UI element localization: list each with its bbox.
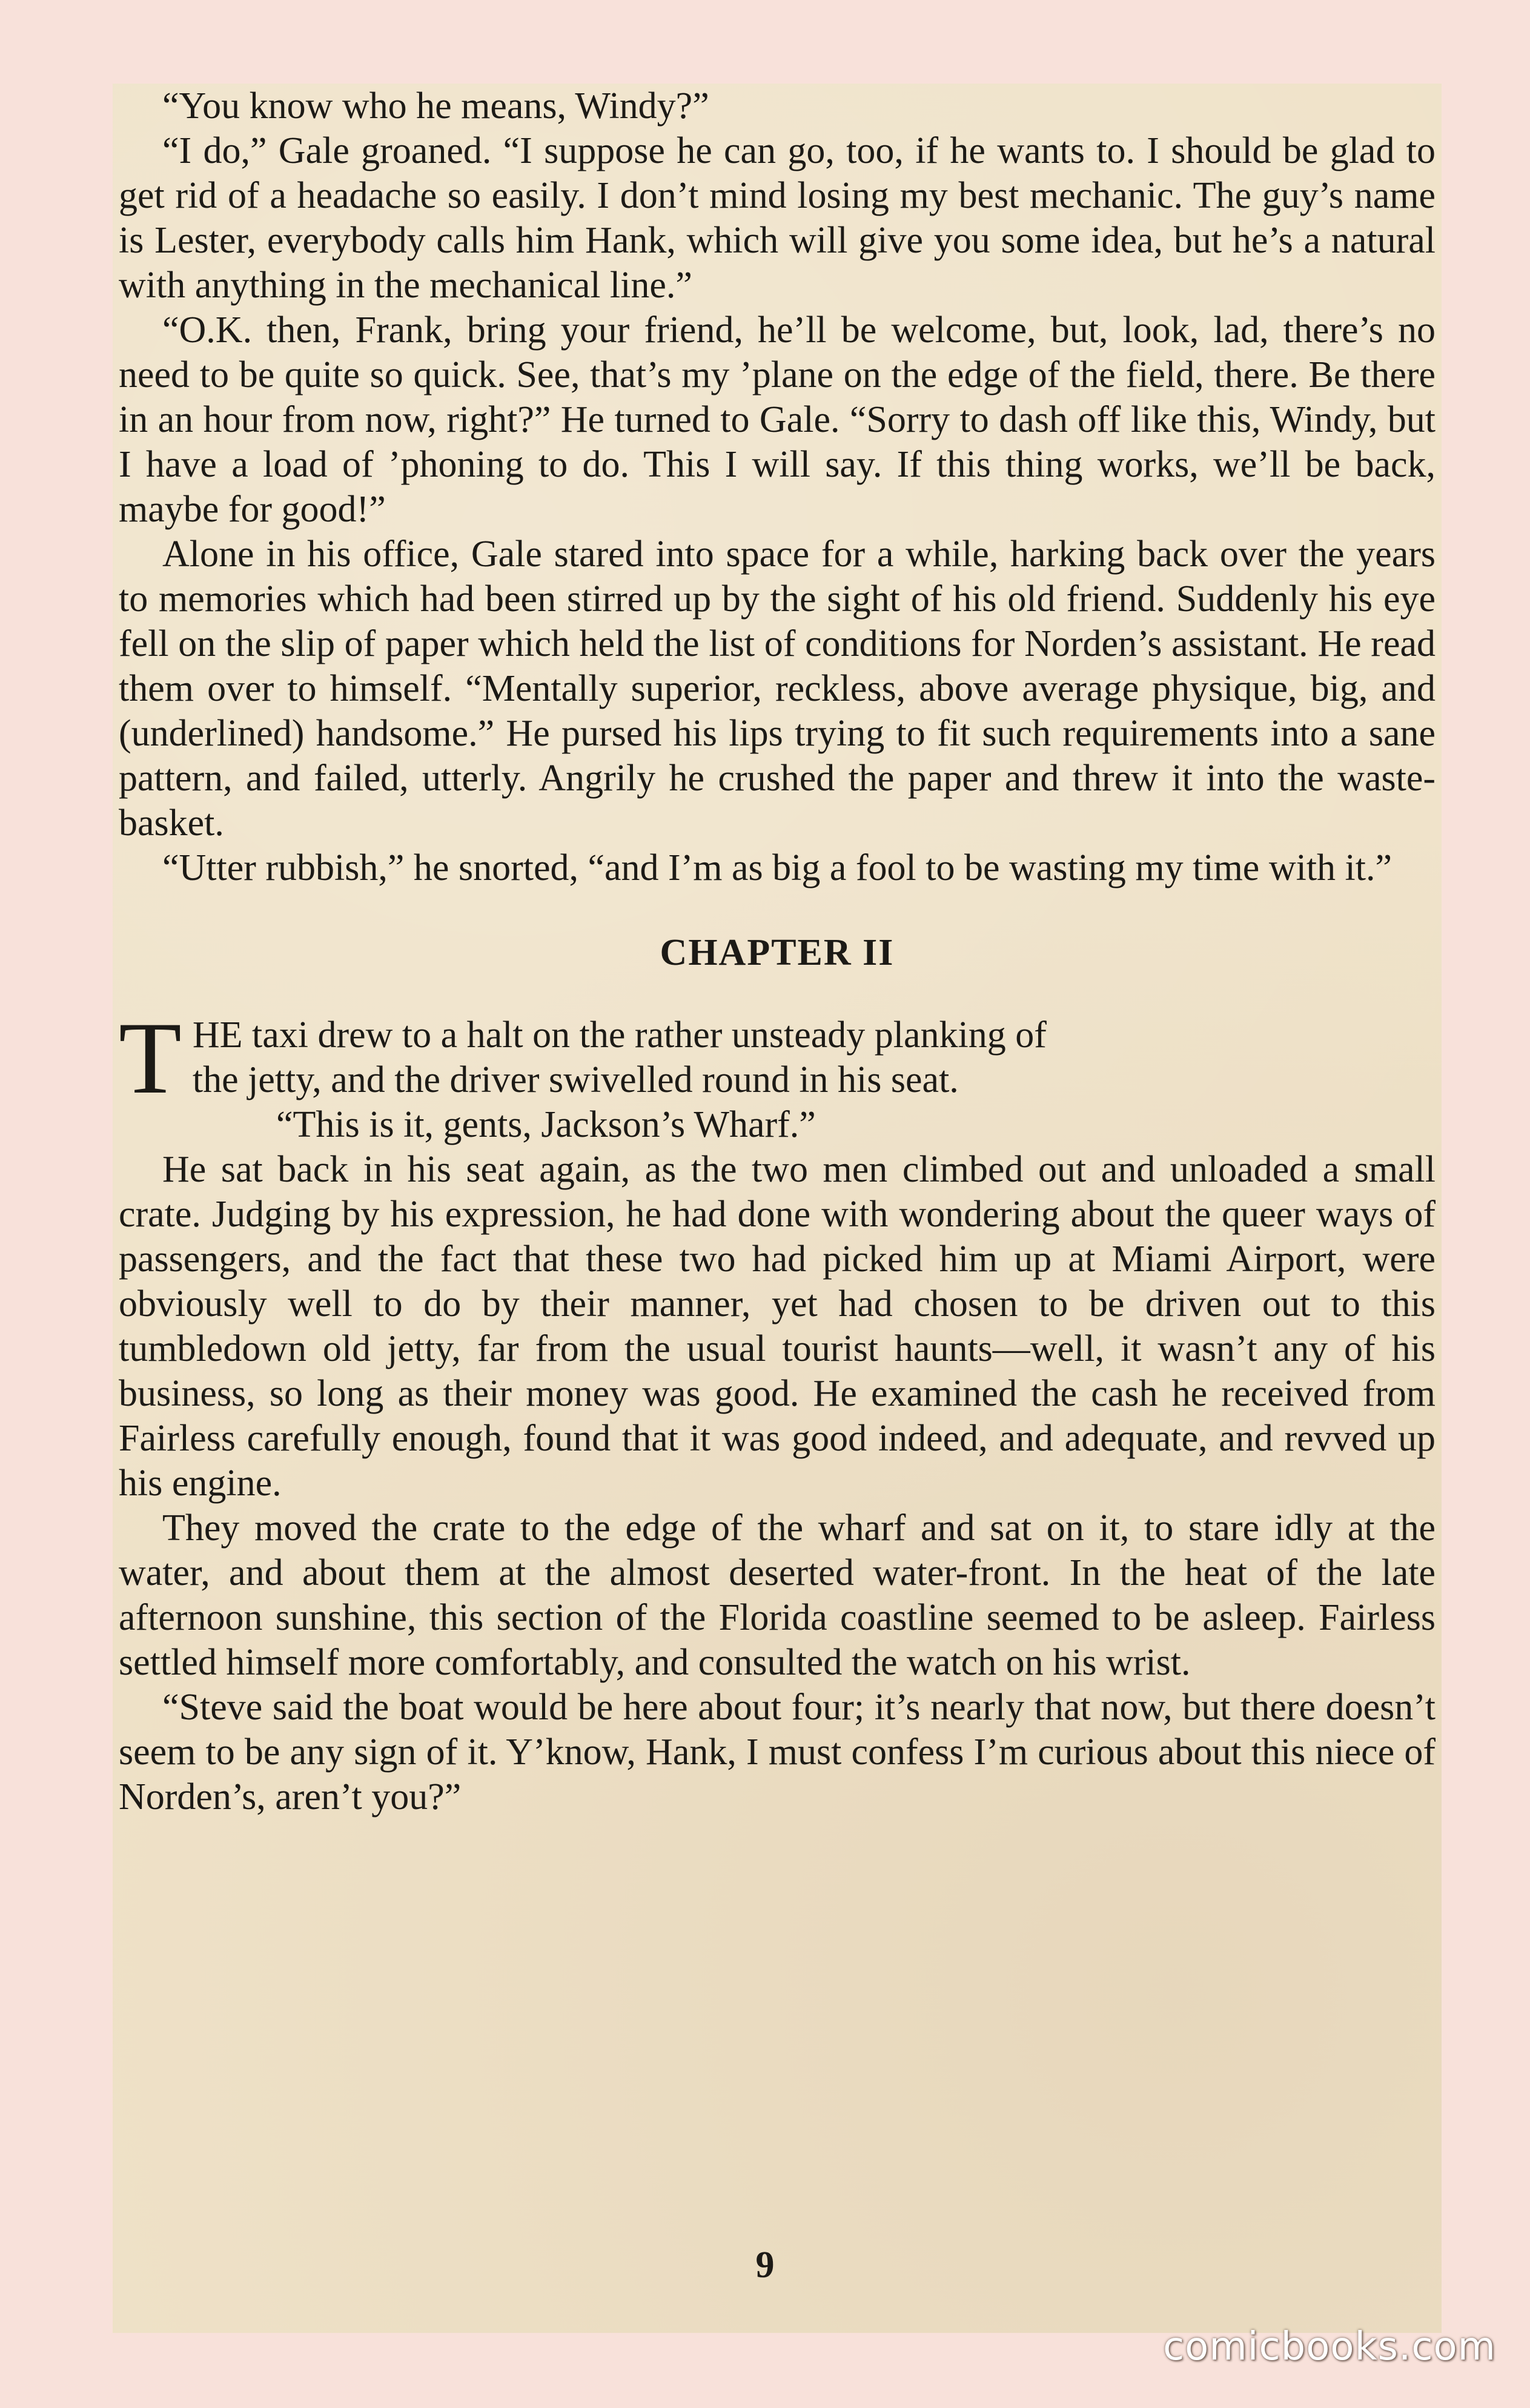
watermark: comicbooks.com: [1162, 2324, 1496, 2369]
paragraph: “I do,” Gale groaned. “I suppose he can go, too, if he wants to. I should be glad to get rid of a headache so easily. I don’t mind losing my best mechanic. The guy’s name is Lester, everybody calls him Hank, which will give you some idea, but he’s a natural with anything in the mechanical line.”: [119, 130, 1436, 306]
paragraph: They moved the crate to the edge of the wharf and sat on it, to stare idly at the water, and about them at the almost deserted water-front. In the heat of the late afternoon sunshine, this section of the Florida coastline seemed to be asleep. Fairless settled himself more comfortably, and consulted the watch on his wrist.: [119, 1507, 1436, 1683]
opening-line: HE taxi drew to a halt on the rather unsteady planking of: [192, 1014, 1047, 1056]
paragraph: He sat back in his seat again, as the two men climbed out and unloaded a small crate. Judging by his expression, he had done with wondering about the queer ways of passengers, and the fact that these two had picked him up at Miami Airport, were obviously well to do by their manner, yet had chosen to be driven out to this tumbledown old jetty, far from the usual tourist haunts—well, it wasn’t any of his business, so long as their money was good. He examined the cash he received from Fairless carefully enough, found that it was good indeed, and adequate, and revved up his engine.: [119, 1149, 1436, 1504]
drop-cap: T: [119, 1001, 182, 1115]
chapter-opening: [119, 1001, 1436, 1147]
paragraph: “O.K. then, Frank, bring your friend, he’ll be welcome, but, look, lad, there’s no need to be quite so quick. See, that’s my ’plane on the edge of the field, there. Be there in an hour from now, right?” He turned to Gale. “Sorry to dash off like this, Windy, but I have a load of ’phoning to do. This I will say. If this thing works, we’ll be back, maybe for good!”: [119, 309, 1436, 530]
opening-line: the jetty, and the driver swivelled round in his seat.: [192, 1059, 959, 1100]
paragraph: Alone in his office, Gale stared into space for a while, harking back over the years to memories which had been stirred up by the sight of his old friend. Suddenly his eye fell on the slip of paper which held the list of conditions for Norden’s assistant. He read them over to himself. “Mentally superior, reckless, above average physique, big, and (underlined) handsome.” He pursed his lips trying to fit such requirements into a sane pattern, and failed, utterly. Angrily he crushed the paper and threw it into the waste-basket.: [119, 534, 1436, 844]
paragraph: “You know who he means, Windy?”: [162, 85, 709, 127]
chapter-heading: CHAPTER II: [660, 932, 895, 973]
page-text: [119, 84, 1436, 1819]
page-number: 9: [755, 2244, 775, 2286]
opening-dialogue: “This is it, gents, Jackson’s Wharf.”: [276, 1104, 816, 1145]
paragraph: “Steve said the boat would be here about four; it’s nearly that now, but there doesn’t seem to be any sign of it. Y’know, Hank, I must confess I’m curious about this niece of Norden’s, aren’t you?”: [119, 1687, 1436, 1818]
paragraph: “Utter rubbish,” he snorted, “and I’m as big a fool to be wasting my time with it.”: [162, 847, 1393, 888]
